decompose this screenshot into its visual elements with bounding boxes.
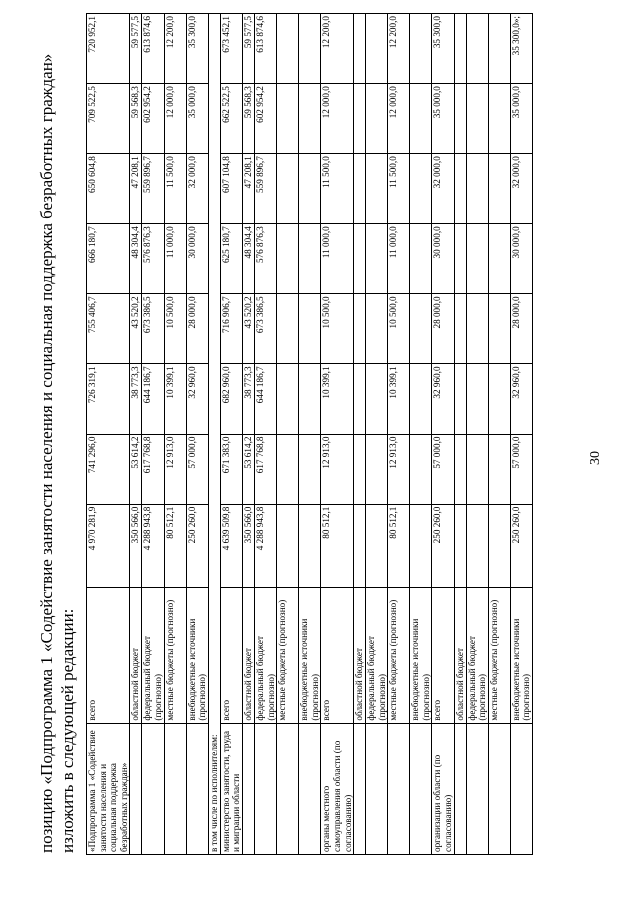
amount-cell: 32 000,0: [186, 154, 208, 224]
amount-cell: 59 568,3: [130, 84, 142, 154]
amount-cell: [466, 364, 488, 434]
amount-cell: 617 768,8: [142, 434, 164, 504]
table-row: [299, 14, 321, 855]
amount-cell: [488, 14, 510, 84]
funding-source-cell: внебюджетные источники (прогнозно): [410, 587, 432, 723]
amendment-heading: позицию «Подпрограмма 1 «Содействие занятости населения и социальная поддержка безработных граждан» изложить в следующей редакции:: [37, 53, 77, 853]
executor-cell: [254, 723, 276, 854]
funding-source-cell: внебюджетные источники (прогнозно): [510, 587, 532, 723]
amount-cell: [366, 14, 388, 84]
amount-cell: 12 000,0: [164, 84, 186, 154]
amount-cell: [277, 364, 299, 434]
amount-cell: 250 260,0: [432, 504, 454, 587]
table-row: [186, 14, 208, 855]
amount-cell: [410, 84, 432, 154]
page-number: 30: [588, 451, 603, 465]
amount-cell: 625 180,7: [220, 224, 242, 294]
executor-cell: [388, 723, 410, 854]
funding-source-cell: областной бюджет: [354, 587, 366, 723]
table-row: [354, 14, 366, 855]
executor-cell: [510, 723, 532, 854]
amount-cell: 12 913,0: [321, 434, 354, 504]
amount-cell: [488, 364, 510, 434]
amount-cell: 38 773,3: [130, 364, 142, 434]
amount-cell: 726 319,1: [87, 364, 130, 434]
funding-source-cell: внебюджетные источники (прогнозно): [186, 587, 208, 723]
amount-cell: 12 000,0: [321, 84, 354, 154]
table-row: [130, 14, 142, 855]
amount-cell: [354, 504, 366, 587]
amount-cell: 11 000,0: [321, 224, 354, 294]
executor-cell: [454, 723, 466, 854]
amount-cell: [454, 154, 466, 224]
amount-cell: 673 386,5: [254, 294, 276, 364]
amount-cell: 11 500,0: [388, 154, 410, 224]
amount-cell: 10 500,0: [388, 294, 410, 364]
amount-cell: [366, 434, 388, 504]
amount-cell: 35 300,0: [432, 14, 454, 84]
amount-cell: 4 639 509,8: [220, 504, 242, 587]
funding-source-cell: всего: [432, 587, 454, 723]
amount-cell: 43 520,2: [242, 294, 254, 364]
table-row: [142, 14, 164, 855]
amount-cell: 709 522,5: [87, 84, 130, 154]
executor-cell: [299, 723, 321, 854]
executor-cell: [142, 723, 164, 854]
amount-cell: 59 577,5: [130, 14, 142, 84]
funding-source-cell: местные бюджеты (прогнозно): [164, 587, 186, 723]
amount-cell: [488, 434, 510, 504]
amount-cell: [354, 154, 366, 224]
section-label: в том числе по исполнителям:: [208, 14, 220, 855]
amount-cell: [454, 84, 466, 154]
funding-source-cell: областной бюджет: [130, 587, 142, 723]
amount-cell: [277, 154, 299, 224]
amount-cell: 741 296,0: [87, 434, 130, 504]
amount-cell: [366, 224, 388, 294]
amount-cell: 250 260,0: [510, 504, 532, 587]
amount-cell: 11 000,0: [388, 224, 410, 294]
amount-cell: 35 300,0: [186, 14, 208, 84]
executor-cell: [466, 723, 488, 854]
amount-cell: [410, 224, 432, 294]
amount-cell: [354, 224, 366, 294]
amount-cell: 80 512,1: [388, 504, 410, 587]
amount-cell: [454, 504, 466, 587]
amount-cell: [410, 364, 432, 434]
amount-cell: 35 300,0»;: [510, 14, 532, 84]
amount-cell: 576 876,3: [142, 224, 164, 294]
amount-cell: 80 512,1: [164, 504, 186, 587]
amount-cell: [454, 294, 466, 364]
funding-source-cell: всего: [87, 587, 130, 723]
amount-cell: [466, 84, 488, 154]
amount-cell: [488, 84, 510, 154]
amount-cell: [488, 224, 510, 294]
amount-cell: 47 208,1: [130, 154, 142, 224]
amount-cell: [354, 434, 366, 504]
funding-source-cell: местные бюджеты (прогнозно): [488, 587, 510, 723]
amount-cell: 559 896,7: [142, 154, 164, 224]
amount-cell: 48 304,4: [130, 224, 142, 294]
amount-cell: 12 913,0: [388, 434, 410, 504]
table-row: [242, 14, 254, 855]
amount-cell: [354, 84, 366, 154]
table-row: [277, 14, 299, 855]
amount-cell: [466, 294, 488, 364]
amount-cell: [488, 504, 510, 587]
amount-cell: 32 000,0: [432, 154, 454, 224]
amount-cell: [466, 504, 488, 587]
funding-source-cell: внебюджетные источники (прогнозно): [299, 587, 321, 723]
amount-cell: 12 200,0: [388, 14, 410, 84]
table-row: [220, 14, 242, 855]
executor-cell: [277, 723, 299, 854]
executor-cell: [366, 723, 388, 854]
amount-cell: 35 000,0: [186, 84, 208, 154]
funding-table: [86, 13, 533, 855]
amount-cell: 4 288 943,8: [142, 504, 164, 587]
executor-cell: органы местного самоуправления области (по согласованию): [321, 723, 354, 854]
funding-source-cell: федеральный бюджет (прогнозно): [254, 587, 276, 723]
amount-cell: [299, 14, 321, 84]
amount-cell: [466, 434, 488, 504]
amount-cell: 30 000,0: [510, 224, 532, 294]
amount-cell: 644 186,7: [142, 364, 164, 434]
funding-source-cell: местные бюджеты (прогнозно): [277, 587, 299, 723]
amount-cell: 602 954,2: [142, 84, 164, 154]
amount-cell: [488, 294, 510, 364]
amount-cell: 59 577,5: [242, 14, 254, 84]
funding-source-cell: всего: [321, 587, 354, 723]
amount-cell: 12 200,0: [321, 14, 354, 84]
amount-cell: [466, 224, 488, 294]
amount-cell: [410, 504, 432, 587]
amount-cell: 682 960,0: [220, 364, 242, 434]
amount-cell: 32 000,0: [510, 154, 532, 224]
amount-cell: [277, 84, 299, 154]
amount-cell: 28 000,0: [186, 294, 208, 364]
table-row: [510, 14, 532, 855]
amount-cell: 755 406,7: [87, 294, 130, 364]
amount-cell: 32 960,0: [510, 364, 532, 434]
amount-cell: 673 452,1: [220, 14, 242, 84]
table-row: [454, 14, 466, 855]
table-row: [432, 14, 454, 855]
amount-cell: 10 500,0: [321, 294, 354, 364]
amount-cell: 35 000,0: [510, 84, 532, 154]
funding-source-cell: областной бюджет: [454, 587, 466, 723]
amount-cell: [354, 364, 366, 434]
amount-cell: 32 960,0: [432, 364, 454, 434]
executor-cell: организации области (по согласованию): [432, 723, 454, 854]
amount-cell: [299, 224, 321, 294]
amount-cell: [299, 364, 321, 434]
executor-cell: [410, 723, 432, 854]
amount-cell: 350 566,0: [130, 504, 142, 587]
table-row: [321, 14, 354, 855]
amount-cell: 12 913,0: [164, 434, 186, 504]
funding-source-cell: областной бюджет: [242, 587, 254, 723]
amount-cell: 30 000,0: [186, 224, 208, 294]
funding-source-cell: федеральный бюджет (прогнозно): [366, 587, 388, 723]
amount-cell: [366, 154, 388, 224]
amount-cell: [299, 154, 321, 224]
amount-cell: [366, 364, 388, 434]
executor-cell: [186, 723, 208, 854]
table-row: [87, 14, 130, 855]
amount-cell: [277, 224, 299, 294]
funding-source-cell: федеральный бюджет (прогнозно): [466, 587, 488, 723]
amount-cell: 43 520,2: [130, 294, 142, 364]
amount-cell: [454, 224, 466, 294]
executor-cell: [130, 723, 142, 854]
amount-cell: 80 512,1: [321, 504, 354, 587]
executor-cell: «Подпрограмма 1 «Содействие занятости населения и социальная поддержка безработных граждан»: [87, 723, 130, 854]
amount-cell: 59 568,3: [242, 84, 254, 154]
amount-cell: [354, 14, 366, 84]
amount-cell: 28 000,0: [510, 294, 532, 364]
amount-cell: [466, 14, 488, 84]
amount-cell: 30 000,0: [432, 224, 454, 294]
table-row: [366, 14, 388, 855]
amount-cell: 57 000,0: [186, 434, 208, 504]
amount-cell: [366, 84, 388, 154]
amount-cell: 12 200,0: [164, 14, 186, 84]
amount-cell: 10 399,1: [388, 364, 410, 434]
amount-cell: 53 614,2: [242, 434, 254, 504]
amount-cell: 47 208,1: [242, 154, 254, 224]
amount-cell: 716 906,7: [220, 294, 242, 364]
amount-cell: [454, 364, 466, 434]
amount-cell: 720 952,1: [87, 14, 130, 84]
table-row: [410, 14, 432, 855]
executor-cell: [488, 723, 510, 854]
amount-cell: 12 000,0: [388, 84, 410, 154]
amount-cell: [466, 154, 488, 224]
amount-cell: [299, 84, 321, 154]
amount-cell: [410, 14, 432, 84]
amount-cell: 4 970 281,9: [87, 504, 130, 587]
amount-cell: [299, 504, 321, 587]
amount-cell: [277, 294, 299, 364]
amount-cell: 350 566,0: [242, 504, 254, 587]
amount-cell: 671 383,0: [220, 434, 242, 504]
funding-source-cell: местные бюджеты (прогнозно): [388, 587, 410, 723]
amount-cell: [454, 434, 466, 504]
amount-cell: [299, 294, 321, 364]
amount-cell: [277, 14, 299, 84]
amount-cell: 613 874,6: [142, 14, 164, 84]
amount-cell: 11 500,0: [164, 154, 186, 224]
amount-cell: 57 000,0: [432, 434, 454, 504]
amount-cell: [410, 294, 432, 364]
amount-cell: 644 186,7: [254, 364, 276, 434]
amount-cell: 32 960,0: [186, 364, 208, 434]
amount-cell: 57 000,0: [510, 434, 532, 504]
amount-cell: [366, 504, 388, 587]
table-row: [488, 14, 510, 855]
amount-cell: 673 386,5: [142, 294, 164, 364]
funding-source-cell: федеральный бюджет (прогнозно): [142, 587, 164, 723]
amount-cell: 28 000,0: [432, 294, 454, 364]
amount-cell: [277, 434, 299, 504]
amount-cell: 666 180,7: [87, 224, 130, 294]
amount-cell: 602 954,2: [254, 84, 276, 154]
amount-cell: [410, 434, 432, 504]
amount-cell: [299, 434, 321, 504]
amount-cell: 613 874,6: [254, 14, 276, 84]
amount-cell: 11 000,0: [164, 224, 186, 294]
section-row: [208, 14, 220, 855]
table-row: [164, 14, 186, 855]
amount-cell: [366, 294, 388, 364]
amount-cell: 35 000,0: [432, 84, 454, 154]
table-row: [254, 14, 276, 855]
amount-cell: 250 260,0: [186, 504, 208, 587]
amount-cell: [454, 14, 466, 84]
amount-cell: 4 288 943,8: [254, 504, 276, 587]
table-row: [388, 14, 410, 855]
amount-cell: 662 522,5: [220, 84, 242, 154]
executor-cell: [242, 723, 254, 854]
amount-cell: 10 399,1: [164, 364, 186, 434]
amount-cell: 11 500,0: [321, 154, 354, 224]
amount-cell: [410, 154, 432, 224]
amount-cell: 576 876,3: [254, 224, 276, 294]
amount-cell: 559 896,7: [254, 154, 276, 224]
executor-cell: [164, 723, 186, 854]
amount-cell: 10 399,1: [321, 364, 354, 434]
amount-cell: [277, 504, 299, 587]
amount-cell: 10 500,0: [164, 294, 186, 364]
amount-cell: 53 614,2: [130, 434, 142, 504]
amount-cell: 48 304,4: [242, 224, 254, 294]
amount-cell: 38 773,3: [242, 364, 254, 434]
amount-cell: [354, 294, 366, 364]
amount-cell: 607 104,8: [220, 154, 242, 224]
amount-cell: 617 768,8: [254, 434, 276, 504]
amount-cell: [488, 154, 510, 224]
executor-cell: министерство занятости, труда и миграции области: [220, 723, 242, 854]
amount-cell: 650 604,8: [87, 154, 130, 224]
table-row: [466, 14, 488, 855]
funding-source-cell: всего: [220, 587, 242, 723]
executor-cell: [354, 723, 366, 854]
